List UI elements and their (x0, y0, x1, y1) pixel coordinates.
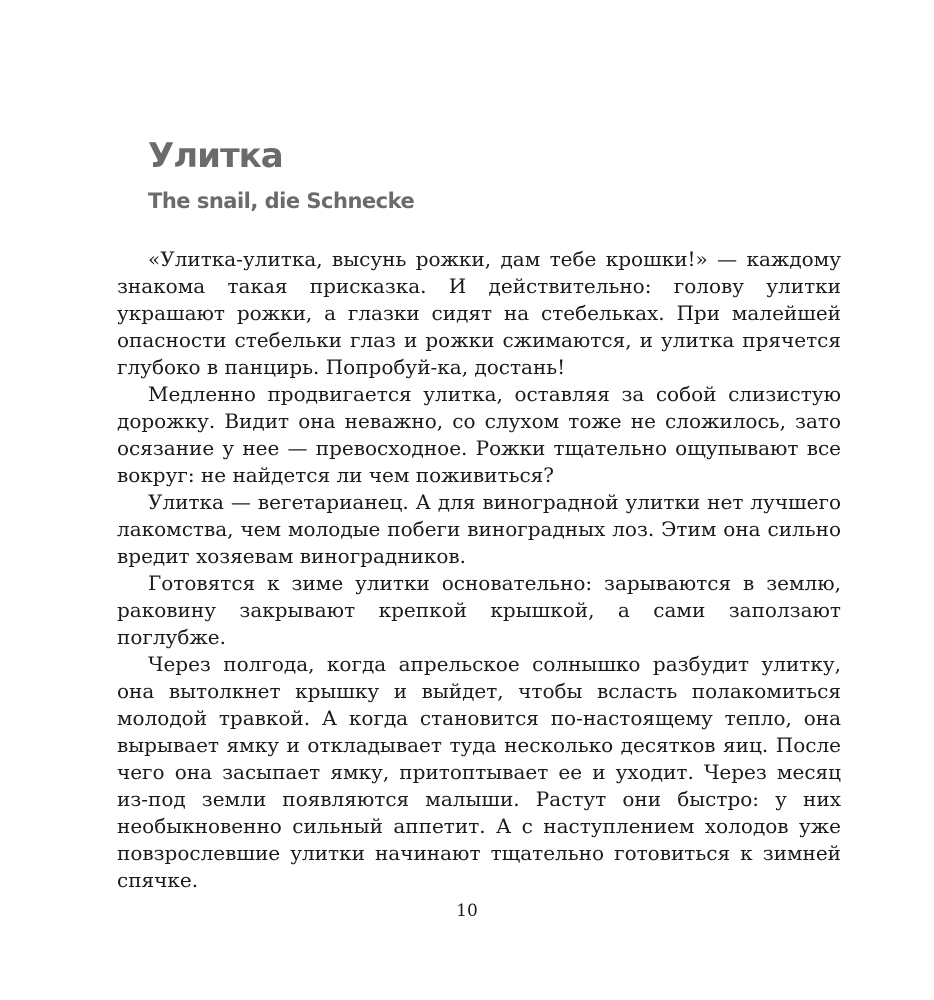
paragraph: Улитка — вегетарианец. А для виноградной улитки нет лучшего лакомства, чем молодые побеги виноградных лоз. Этим она сильно вредит хозяевам виноградников. (117, 490, 841, 568)
paragraph: Через полгода, когда апрельское солнышко разбудит улитку, она вытолкнет крышку и выйдет, чтобы всласть полакомиться молодой травкой. А когда становится по-настоящему тепло, она вырывает ямку и откладывает туда несколько десятков яиц. После чего она засыпает ямку, притоптывает ее и уходит. Через месяц из-под земли появляются малыши. Растут они быстро: у них необыкновенно сильный аппетит. А с наступлением холодов уже повзрослевшие улитки начинают тщательно готовиться к зимней спячке. (117, 652, 841, 892)
paragraph: Медленно продвигается улитка, оставляя за собой слизистую дорожку. Видит она неважно, со слухом тоже не сложилось, зато осязание у нее — превосходное. Рожки тщательно ощупывают все вокруг: не найдется ли чем поживиться? (117, 382, 841, 487)
article-body (117, 246, 841, 894)
paragraph: «Улитка-улитка, высунь рожки, дам тебе крошки!» — каждому знакома такая присказка. И действительно: голову улитки украшают рожки, а глазки сидят на стебельках. При малейшей опасности стебельки глаз и рожки сжимаются, и улитка прячется глубоко в панцирь. Попробуй-ка, достань! (117, 247, 841, 379)
paragraph: Готовятся к зиме улитки основательно: зарываются в землю, раковину закрывают крепкой крышкой, а сами заползают поглубже. (117, 571, 841, 649)
page-number: 10 (456, 901, 478, 921)
page-subtitle: The snail, die Schnecke (148, 189, 415, 213)
page-title: Улитка (148, 136, 283, 176)
heading-block (148, 132, 848, 222)
